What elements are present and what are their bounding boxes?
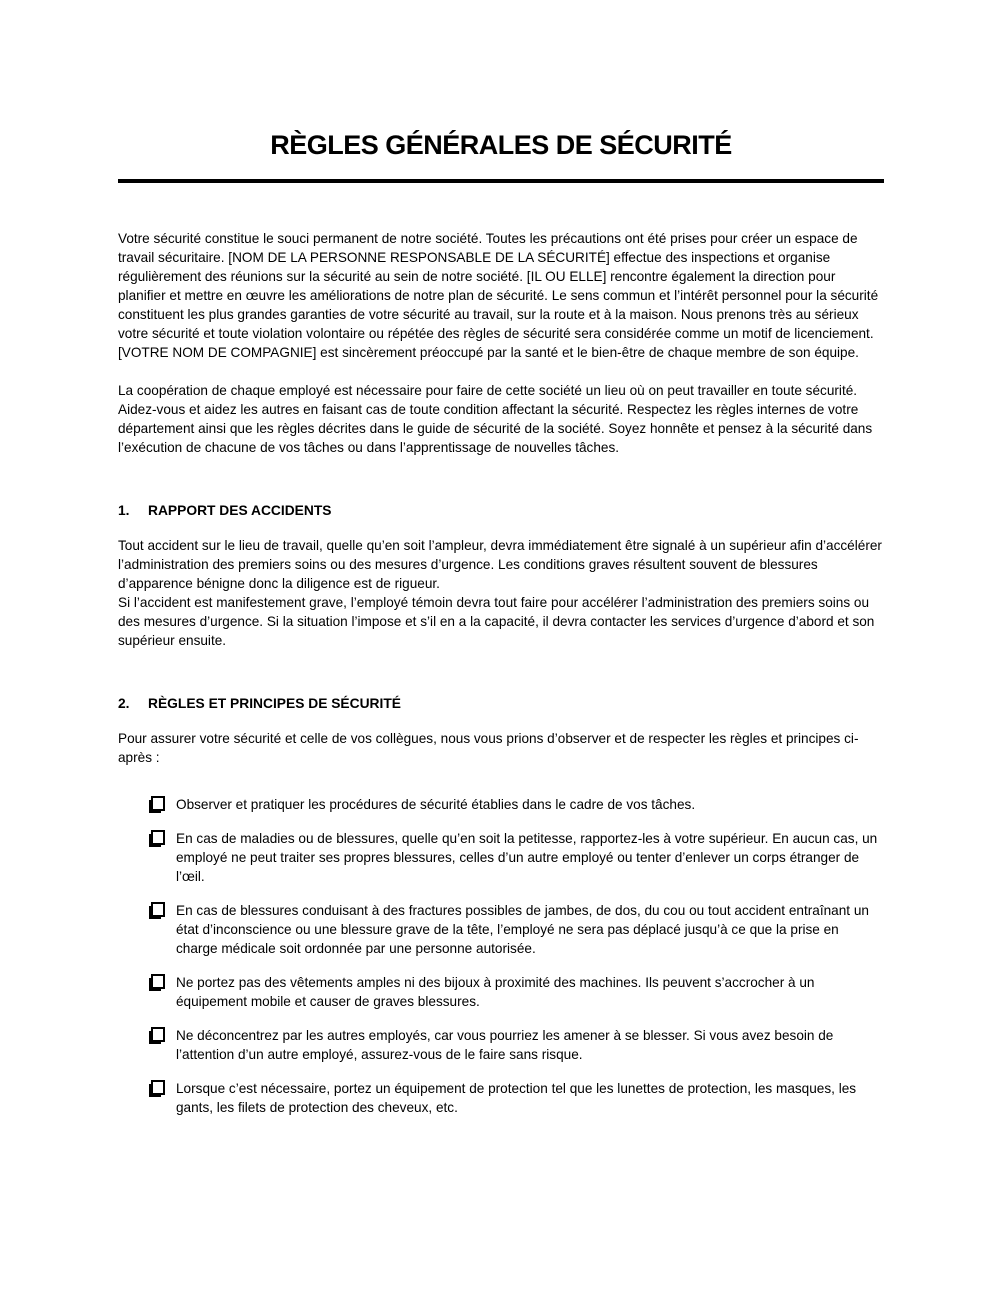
list-item [148, 1079, 884, 1117]
section-paragraph: Si l’accident est manifestement grave, l’employé témoin devra tout faire pour accélérer l’administration des premiers soins ou des mesures d’urgence. Si la situation l’impose et s’il en a la capacité, il devra contacter les services d’urgence d’abord et son supérieur ensuite. [118, 595, 875, 649]
section-safety-rules [118, 694, 884, 1117]
list-item [148, 795, 884, 814]
checkbox-icon [151, 1080, 165, 1095]
checkbox-icon [151, 902, 165, 917]
list-item-text: Lorsque c’est nécessaire, portez un équipement de protection tel que les lunettes de protection, les masques, les gants, les filets de protection des cheveux, etc. [176, 1081, 857, 1116]
list-item-text: En cas de blessures conduisant à des fractures possibles de jambes, de dos, du cou ou tout accident entraînant un état d’inconscience ou une blessure grave de la tête, l’employé ne sera pas déplacé jusqu’à ce que la prise en charge médicale soit ordonnée par une personne autorisée. [176, 903, 869, 957]
section-accident-report [118, 501, 884, 650]
list-item-text: En cas de maladies ou de blessures, quelle qu’en soit la petitesse, rapportez-les à votre supérieur. En aucun cas, un employé ne peut traiter ses propres blessures, celles d’un autre employé ou tenter d’enlever un corps étranger de l’œil. [176, 831, 878, 885]
list-item-text: Ne portez pas des vêtements amples ni des bijoux à proximité des machines. Ils peuvent s’accrocher à un équipement mobile et causer de graves blessures. [176, 975, 815, 1010]
section-heading-label: RAPPORT DES ACCIDENTS [148, 503, 332, 519]
section-heading [118, 694, 884, 713]
checkbox-icon [151, 830, 165, 845]
list-item [148, 829, 884, 886]
section-heading [118, 501, 884, 520]
intro-paragraph-1: Votre sécurité constitue le souci permanent de notre société. Toutes les précautions ont été prises pour créer un espace de travail sécuritaire. [NOM DE LA PERSONNE RESPONSABLE DE LA SÉCURITÉ] effectue des inspections et organise régulièrement des réunions sur la sécurité au sein de notre société. [IL OU ELLE] rencontre également la direction pour planifier et mettre en œuvre les améliorations de notre plan de sécurité. Le sens commun et l’intérêt personnel pour la sécurité constituent les plus grandes garanties de votre sécurité au travail, sur la route et à la maison. Nous prenons très au sérieux votre sécurité et toute violation volontaire ou répétée des règles de sécurité sera considérée comme un motif de licenciement. [VOTRE NOM DE COMPAGNIE] est sincèrement préoccupé par la santé et le bien-être de chaque membre de son équipe. [118, 231, 879, 361]
checkbox-icon [151, 974, 165, 989]
intro-paragraph-2: La coopération de chaque employé est nécessaire pour faire de cette société un lieu où on peut travailler en toute sécurité. Aidez-vous et aidez les autres en faisant cas de toute condition affectant la sécurité. Respectez les règles internes de votre département ainsi que les règles décrites dans le guide de sécurité de la société. Soyez honnête et pensez à la sécurité dans l’exécution de chacune de vos tâches ou dans l’apprentissage de nouvelles tâches. [118, 383, 873, 456]
list-item [148, 1026, 884, 1064]
section-intro-paragraph: Pour assurer votre sécurité et celle de vos collègues, nous vous prions d’observer et de respecter les règles et principes ci-après : [118, 731, 859, 766]
list-item-text: Observer et pratiquer les procédures de sécurité établies dans le cadre de vos tâches. [176, 797, 696, 813]
list-item-text: Ne déconcentrez par les autres employés, car vous pourriez les amener à se blesser. Si vous avez besoin de l’attention d’un autre employé, assurez-vous de le faire sans risque. [176, 1028, 834, 1063]
page-title: RÈGLES GÉNÉRALES DE SÉCURITÉ [270, 130, 732, 161]
title-divider [118, 179, 884, 183]
list-item [148, 973, 884, 1011]
section-number: 2. [118, 696, 130, 712]
checkbox-icon [151, 1027, 165, 1042]
section-paragraph: Tout accident sur le lieu de travail, quelle qu’en soit l’ampleur, devra immédiatement être signalé à un supérieur afin d’accélérer l’administration des premiers soins ou des mesures d’urgence. Les conditions graves résultent souvent de blessures d’apparence bénigne donc la diligence est de rigueur. [118, 538, 882, 592]
section-heading-label: RÈGLES ET PRINCIPES DE SÉCURITÉ [148, 696, 401, 712]
list-item [148, 901, 884, 958]
section-number: 1. [118, 503, 130, 519]
checkbox-icon [151, 796, 165, 811]
safety-rules-list [118, 795, 884, 1117]
